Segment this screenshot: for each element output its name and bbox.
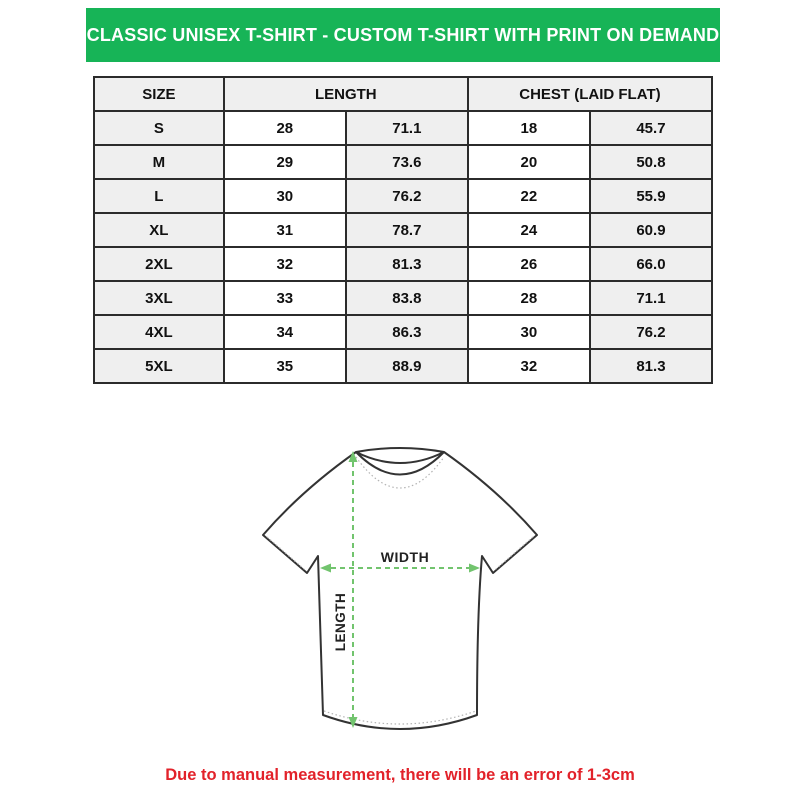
cell-chest-in: 28: [468, 281, 590, 315]
cell-chest-in: 24: [468, 213, 590, 247]
measurement-error-note: Due to manual measurement, there will be an error of 1-3cm: [165, 766, 635, 784]
cell-length-in: 32: [224, 247, 346, 281]
cell-size: 4XL: [94, 315, 224, 349]
tshirt-measurement-diagram: [255, 440, 545, 750]
header-chest: CHEST (LAID FLAT): [468, 77, 712, 111]
cell-length-in: 34: [224, 315, 346, 349]
cell-length-cm: 83.8: [346, 281, 468, 315]
page-title: CLASSIC UNISEX T-SHIRT - CUSTOM T-SHIRT WITH PRINT ON DEMAND: [86, 24, 720, 45]
cell-chest-in: 32: [468, 349, 590, 383]
cell-chest-in: 20: [468, 145, 590, 179]
table-row: [94, 145, 712, 179]
cell-length-cm: 73.6: [346, 145, 468, 179]
cell-length-in: 28: [224, 111, 346, 145]
size-chart-table: [93, 76, 713, 384]
cell-chest-cm: 45.7: [590, 111, 712, 145]
cell-length-cm: 71.1: [346, 111, 468, 145]
cell-length-in: 30: [224, 179, 346, 213]
tshirt-outline: [263, 448, 537, 729]
cell-size: M: [94, 145, 224, 179]
cell-chest-in: 18: [468, 111, 590, 145]
width-label: WIDTH: [380, 549, 430, 565]
cell-length-in: 35: [224, 349, 346, 383]
cell-chest-cm: 66.0: [590, 247, 712, 281]
cell-chest-cm: 81.3: [590, 349, 712, 383]
cell-length-cm: 81.3: [346, 247, 468, 281]
cell-size: 3XL: [94, 281, 224, 315]
table-row: [94, 349, 712, 383]
table-header-row: [94, 77, 712, 111]
cell-length-in: 31: [224, 213, 346, 247]
table-row: [94, 315, 712, 349]
cell-size: 2XL: [94, 247, 224, 281]
cell-length-in: 29: [224, 145, 346, 179]
cell-size: L: [94, 179, 224, 213]
cell-chest-cm: 50.8: [590, 145, 712, 179]
cell-length-cm: 88.9: [346, 349, 468, 383]
cell-size: 5XL: [94, 349, 224, 383]
cell-chest-in: 26: [468, 247, 590, 281]
table-row: [94, 281, 712, 315]
cell-size: S: [94, 111, 224, 145]
title-banner: [86, 8, 720, 62]
cell-chest-cm: 55.9: [590, 179, 712, 213]
table-row: [94, 247, 712, 281]
cell-chest-cm: 60.9: [590, 213, 712, 247]
cell-length-cm: 86.3: [346, 315, 468, 349]
cell-chest-in: 22: [468, 179, 590, 213]
table-row: [94, 179, 712, 213]
cell-length-in: 33: [224, 281, 346, 315]
table-row: [94, 111, 712, 145]
cell-chest-cm: 76.2: [590, 315, 712, 349]
header-length: LENGTH: [224, 77, 468, 111]
cell-size: XL: [94, 213, 224, 247]
header-size: SIZE: [94, 77, 224, 111]
cell-chest-cm: 71.1: [590, 281, 712, 315]
table-row: [94, 213, 712, 247]
length-label: LENGTH: [333, 592, 348, 652]
cell-chest-in: 30: [468, 315, 590, 349]
cell-length-cm: 76.2: [346, 179, 468, 213]
cell-length-cm: 78.7: [346, 213, 468, 247]
